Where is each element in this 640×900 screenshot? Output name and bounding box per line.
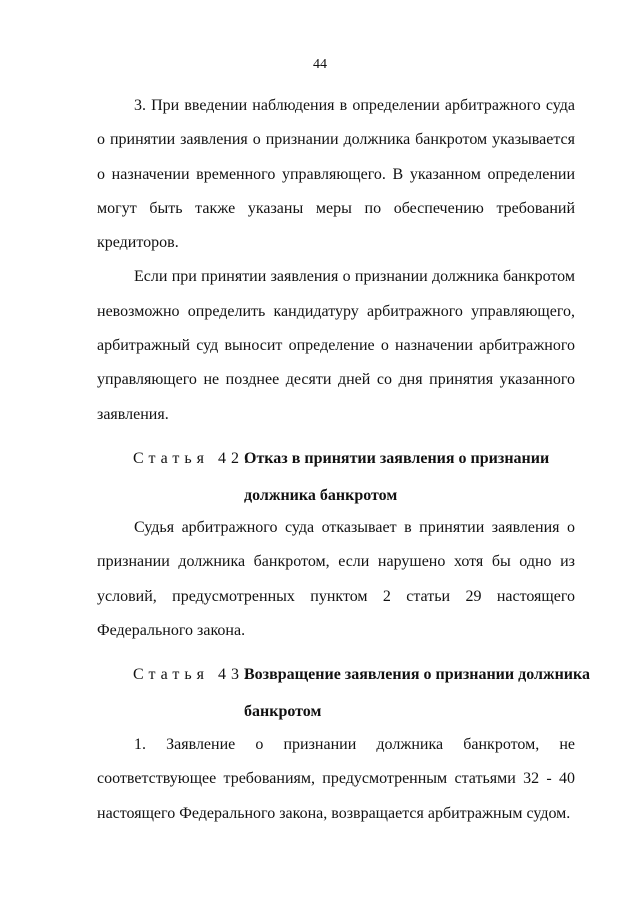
article-42-title xyxy=(244,440,584,514)
paragraph-manager-appointment: Если при принятии заявления о признании должника банкротом невозможно определить кандидатуру арбитражного управляющего, арбитражный суд выносит определение о назначении арбитражного управляющего не позднее десяти дней со дня принятия указанного заявления. xyxy=(97,268,575,423)
article-43-label: Статья 43. xyxy=(133,666,253,683)
article-43-paragraph: 1. Заявление о признании должника банкротом, не соответствующее требованиям, предусмотренным статьями 32 - 40 настоящего Федерального закона, возвращается арбитражным судом. xyxy=(97,736,575,822)
paragraph-observation: 3. При введении наблюдения в определении арбитражного суда о принятии заявления о признании должника банкротом указывается о назначении временного управляющего. В указанном определении могут быть также указаны меры по обеспечению требований кредиторов. xyxy=(97,97,575,252)
article-42-body xyxy=(97,511,575,648)
article-42-title-line-2: должника банкротом xyxy=(244,487,398,504)
section-intro xyxy=(97,89,575,432)
article-43-body xyxy=(97,728,575,831)
article-43-title xyxy=(244,656,590,730)
page-number: 44 xyxy=(313,57,327,72)
article-42-label: Статья 42. xyxy=(133,450,253,467)
article-43-title-line-1: Возвращение заявления о признании должника xyxy=(244,666,590,683)
article-43-title-line-2: банкротом xyxy=(244,703,322,720)
article-42-paragraph: Судья арбитражного суда отказывает в принятии заявления о признании должника банкротом, если нарушено хотя бы одно из условий, предусмотренных пунктом 2 статьи 29 настоящего Федерального закона. xyxy=(97,519,575,639)
article-42-title-line-1: Отказ в принятии заявления о признании xyxy=(244,450,550,467)
